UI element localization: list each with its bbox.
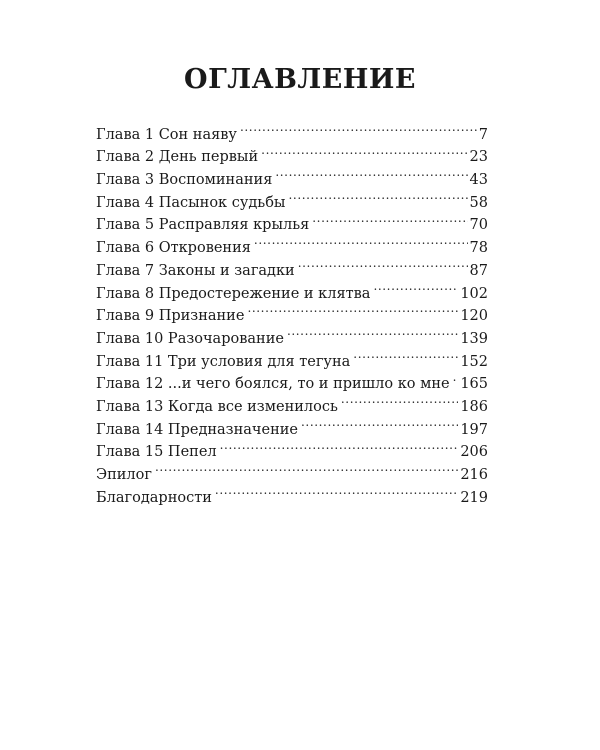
toc-entry-title: Глава 11 Три условия для тегуна <box>96 353 351 370</box>
toc-entry-title: Глава 1 Сон наяву <box>96 126 237 143</box>
toc-entry-title: Глава 8 Предостережение и клятва <box>96 285 371 302</box>
toc-dot-leader <box>341 388 458 411</box>
toc-dot-leader <box>298 252 468 275</box>
toc-entry-title: Эпилог <box>96 467 152 483</box>
toc-dot-leader <box>261 139 467 162</box>
toc-entry-page: 139 <box>460 330 488 347</box>
page-title: ОГЛАВЛЕНИЕ <box>184 64 416 95</box>
toc-entry-title: Глава 5 Расправляя крылья <box>96 217 310 234</box>
toc-entry-title: Глава 6 Откровения <box>96 240 251 257</box>
toc-entry <box>96 479 488 506</box>
toc-entry-page: 186 <box>460 398 488 415</box>
toc-entry-title: Глава 7 Законы и загадки <box>96 262 295 279</box>
toc-entry-page: 219 <box>460 489 488 506</box>
toc-dot-leader <box>353 343 458 366</box>
toc-entry-page: 87 <box>469 262 488 279</box>
toc-entry-page: 197 <box>460 421 488 438</box>
toc-entry-page: 43 <box>469 172 488 189</box>
toc-dot-leader <box>301 411 458 434</box>
toc-entry-page: 58 <box>469 194 488 211</box>
toc-entry-page: 120 <box>460 308 488 325</box>
toc-entry-title: Глава 9 Признание <box>96 308 245 325</box>
toc-dot-leader <box>155 456 458 479</box>
toc-dot-leader <box>254 229 468 252</box>
toc-entry-page: 216 <box>460 467 488 483</box>
toc-entry-page: 7 <box>478 126 488 143</box>
toc-entry <box>96 116 488 143</box>
toc-dot-leader <box>453 366 459 389</box>
toc-entry <box>96 456 488 483</box>
table-of-contents <box>96 116 488 506</box>
toc-entry-title: Глава 15 Пепел <box>96 444 217 461</box>
toc-entry-page: 23 <box>469 149 488 166</box>
toc-dot-leader <box>247 298 458 321</box>
toc-entry-title: Глава 3 Воспоминания <box>96 172 273 189</box>
toc-entry-title: Глава 14 Предназначение <box>96 421 298 438</box>
toc-dot-leader <box>240 116 477 139</box>
toc-entry-page: 70 <box>469 217 488 234</box>
toc-dot-leader <box>287 320 458 343</box>
toc-entry-title: Благодарности <box>96 489 212 506</box>
toc-entry-page: 102 <box>460 285 488 302</box>
toc-dot-leader <box>275 161 467 184</box>
toc-entry-page: 152 <box>460 353 488 370</box>
toc-entry-title: Глава 12 ...и чего боялся, то и пришло ко мне <box>96 376 450 393</box>
toc-entry-page: 206 <box>460 444 488 461</box>
toc-dot-leader <box>220 434 459 457</box>
toc-entry-title: Глава 10 Разочарование <box>96 330 284 347</box>
toc-entry-title: Глава 2 День первый <box>96 149 259 166</box>
toc-dot-leader <box>288 184 467 207</box>
toc-entry-page: 78 <box>469 240 488 257</box>
toc-dot-leader <box>312 207 467 230</box>
toc-dot-leader <box>215 479 458 502</box>
toc-dot-leader <box>373 275 458 298</box>
toc-entry-page: 165 <box>460 376 488 393</box>
toc-entry-title: Глава 4 Пасынок судьбы <box>96 194 286 211</box>
toc-entry-title: Глава 13 Когда все изменилось <box>96 398 338 415</box>
